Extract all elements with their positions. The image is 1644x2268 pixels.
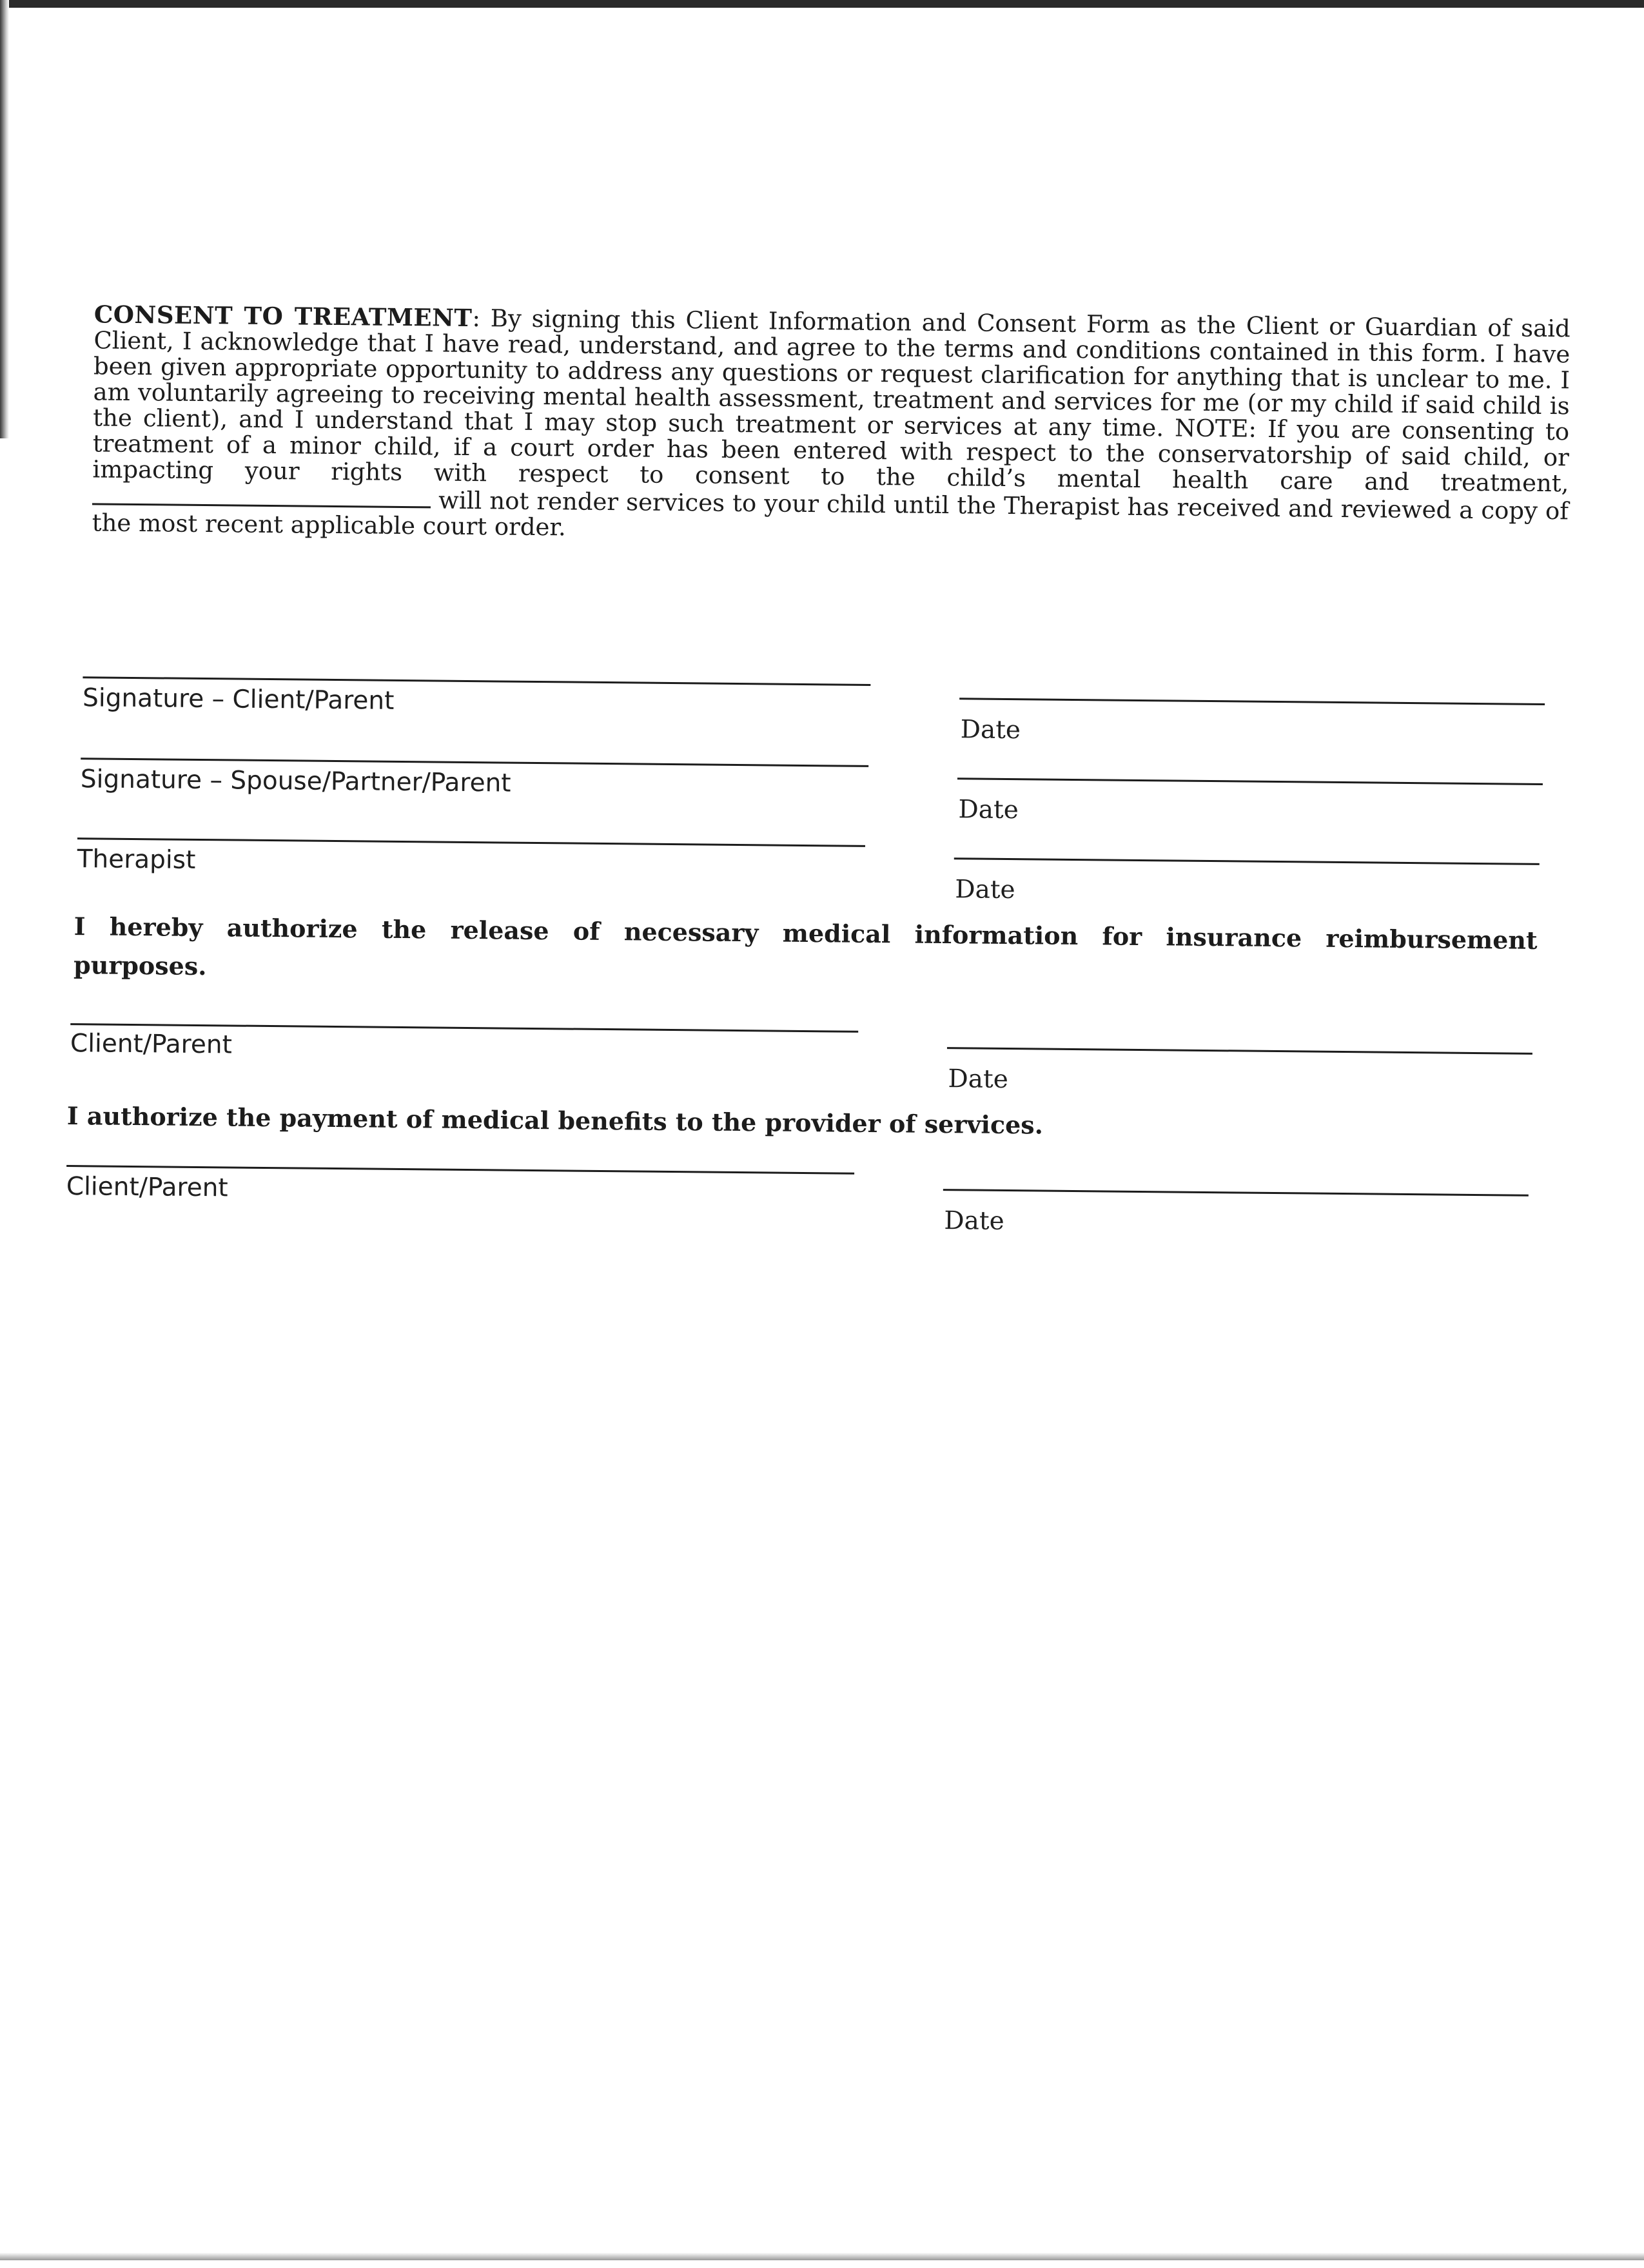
release-signer-label: Client/Parent — [70, 1029, 233, 1060]
therapist-date-line[interactable] — [954, 857, 1540, 865]
release-date-line[interactable] — [947, 1047, 1532, 1055]
therapist-signature-label: Therapist — [77, 845, 196, 875]
payment-signer-label: Client/Parent — [66, 1172, 228, 1203]
client-parent-date-label: Date — [960, 715, 1021, 745]
release-authorization-text: I hereby authorize the release of necessary medical information for insurance reimbursement purposes. — [73, 912, 1538, 981]
consent-paragraph — [92, 301, 1571, 550]
consent-text-part2: will not render services to your child until the Therapist has received and reviewed a copy of the most recent applicable court order. — [92, 486, 1569, 542]
spouse-signature-label: Signature – Spouse/Partner/Parent — [80, 765, 511, 798]
spouse-date-line[interactable] — [957, 777, 1543, 785]
release-date-label: Date — [948, 1064, 1008, 1095]
client-parent-date-line[interactable] — [959, 698, 1545, 705]
consent-text-part1: : By signing this Client Information and Consent Form as the Client or Guardian of said Client, I acknowledge that I have read, understand, and agree to the terms and conditions contained in this form. I have been given appropriate opportunity to address any questions or request clarification for anything that is unclear to me. I am voluntarily agreeing to receiving mental health assessment, treatment and services for me (or my child if said child is the client), and I understand that I may stop such treatment or services at any time. NOTE: If you are consenting to treatment of a minor child, if a court order has been entered with respect to the conservatorship of said child, or impacting your rights with respect to consent to the child’s mental health care and treatment, — [92, 304, 1571, 498]
therapist-date-label: Date — [955, 875, 1015, 905]
conservator-name-blank[interactable] — [92, 482, 431, 508]
spouse-date-label: Date — [958, 795, 1019, 825]
consent-heading: CONSENT TO TREATMENT — [93, 300, 473, 333]
payment-date-label: Date — [944, 1206, 1004, 1236]
client-parent-signature-label: Signature – Client/Parent — [82, 683, 395, 716]
payment-authorization-text: I authorize the payment of medical benefits to the provider of services. — [66, 1101, 1044, 1140]
payment-date-line[interactable] — [943, 1189, 1529, 1197]
